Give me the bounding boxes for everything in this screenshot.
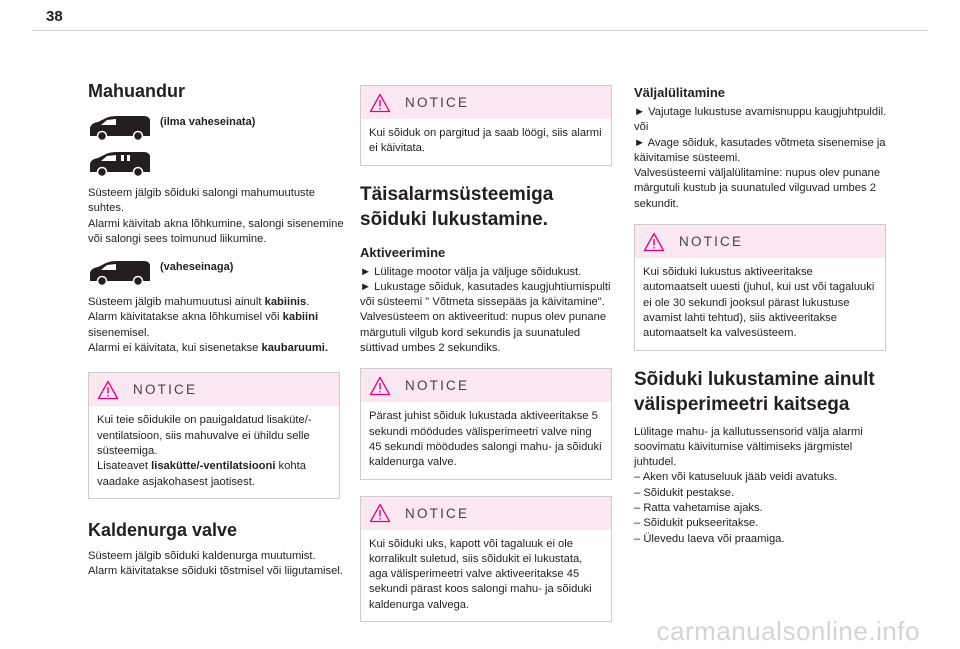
paragraph-perimeter-only: Lülitage mahu- ja kallutussensorid välja alarmi soovimatu käivitumise vältimiseks järgmistel juhtudel. – Aken või katuseluuk jääb veidi avatuks. – Sõidukit pestakse. – Ratta vahetamise ajaks. – Sõidukit pukseeritakse. – Ülevedu laeva või praamiga.	[634, 425, 863, 545]
bold-term-cargo: kaubaruumi.	[261, 342, 329, 355]
bold-term-cabin-2: kabiini	[282, 311, 319, 324]
text-run: kohta vaadake asjakohasest jaotisest.	[97, 460, 306, 488]
van-interior-icon	[88, 150, 152, 178]
notice-text: Kui sõiduki uks, kapott või tagaluuk ei ole korralikult suletud, siis sõidukit ei lukustata, aga välisperimeetri valve aktiveeritakse 45 sekundi pärast koos salongi mahu- ja sõiduki kaldenurga valvega.	[369, 537, 592, 611]
notice-text: Kui sõiduki lukustus aktiveeritakse automaatselt uuesti (juhul, kui ust või tagaluuki ei ole 30 sekundi jooksul pärast lukustuse avamist lahti tehtud), siis aktiveeritakse automaatselt ka valvesüsteem.	[643, 266, 875, 340]
section-title-tilt: Kaldenurga valve	[88, 519, 238, 540]
paragraph-cabin-monitoring	[88, 295, 344, 356]
text-run: Kui teie sõidukile on pauigaldatud lisaküte/-ventilatsioon, siis mahuvalve ei ühildu selle süsteemiga. Lisateavet	[97, 414, 312, 473]
notice-title: NOTICE	[405, 378, 470, 394]
text-run: sisenemisel. Alarmi ei käivitata, kui sisenetakse	[88, 326, 259, 355]
notice-box-door-open	[360, 496, 612, 622]
column-3	[634, 84, 890, 547]
van-row-with-partition	[88, 259, 344, 287]
van-row-no-partition	[88, 114, 344, 142]
van-partition-icon	[88, 259, 152, 287]
warning-triangle-icon	[97, 380, 119, 400]
paragraph-tilt: Süsteem jälgib sõiduki kaldenurga muutumist. Alarm käivitatakse sõiduki tõstmisel või liigutamisel.	[88, 549, 343, 578]
text-run: Süsteem jälgib mahumuutusi ainult	[88, 296, 265, 309]
notice-body	[361, 119, 611, 165]
notice-box-delay	[360, 368, 612, 479]
section-title-volume-sensor: Mahuandur	[88, 81, 185, 101]
notice-text	[97, 413, 331, 489]
warning-triangle-icon	[643, 232, 665, 252]
notice-title: NOTICE	[405, 95, 470, 110]
notice-title: NOTICE	[405, 505, 470, 521]
notice-header	[361, 86, 611, 119]
notice-text: Pärast juhist sõiduk lukustada aktiveeritakse 5 sekundi möödudes välisperimeetri valve ning 45 sekundi möödudes salongi mahu- ja sõiduki kaldenurga valve.	[369, 410, 602, 469]
paragraph-deactivation: ► Vajutage lukustuse avamisnuppu kaugjuhtpuldil. või ► Avage sõiduk, kasutades võtmeta sisenemise ja käivitamise süsteemi. Valvesüsteemi väljalülitamine: nupus olev punane märgutuli kustub ja suunatuled vilguvad umbes 2 sekundit.	[634, 106, 887, 210]
section-title-perimeter-only: Sõiduki lukustamine ainult välisperimeetri kaitsega	[634, 368, 875, 415]
subtitle-activation: Aktiveerimine	[360, 244, 446, 260]
notice-body	[361, 402, 611, 478]
notice-box-impact	[360, 85, 612, 166]
text-run: . Alarm käivitatakse akna lõhkumisel või	[88, 296, 310, 324]
warning-triangle-icon	[369, 376, 391, 396]
warning-triangle-icon	[369, 93, 391, 113]
notice-title: NOTICE	[133, 382, 198, 398]
column-1	[88, 80, 344, 579]
van-row-interior	[88, 150, 344, 178]
notice-header	[361, 369, 611, 402]
notice-header	[361, 497, 611, 530]
notice-title: NOTICE	[679, 234, 744, 250]
column-2	[360, 85, 616, 622]
bold-term-heater: lisakütte/-ventilatsiooni	[151, 460, 276, 473]
bold-term-cabin: kabiinis	[264, 296, 307, 309]
notice-header	[635, 225, 885, 258]
notice-body	[361, 530, 611, 621]
notice-box-heater	[88, 372, 340, 498]
subtitle-deactivation: Väljalülitamine	[634, 85, 726, 100]
notice-body	[89, 406, 339, 497]
notice-box-relock	[634, 224, 886, 350]
paragraph-activation: ► Lülitage mootor välja ja väljuge sõidukust. ► Lukustage sõiduk, kasutades kaugjuhtiumispulti või süsteemi " Võtmeta sissepääs ja käivitamine". Valvesüsteem on aktiveeritud: nupus olev punane märgutuli vilgub kord sekundis ja suunatuled süttivad umbes 2 sekundiks.	[360, 265, 611, 355]
notice-header	[89, 373, 339, 406]
paragraph-volume-description: Süsteem jälgib sõiduki salongi mahumuutuste suhtes. Alarmi käivitab akna lõhkumine, salongi sisenemine või salongi sees toimunud liikumine.	[88, 187, 344, 245]
header-divider	[32, 30, 928, 31]
van-label-no-partition: (ilma vaheseinata)	[160, 116, 256, 128]
section-title-full-alarm-locking: Täisalarmsüsteemiga sõiduki lukustamine.	[360, 183, 554, 230]
notice-text: Kui sõiduk on pargitud ja saab löögi, siis alarmi ei käivitata.	[369, 127, 602, 155]
footer-watermark: carmanualsonline.info	[656, 616, 920, 646]
van-icon	[88, 114, 152, 142]
notice-body	[635, 258, 885, 349]
van-label-with-partition: (vaheseinaga)	[160, 261, 234, 274]
page-number: 38	[46, 8, 63, 25]
warning-triangle-icon	[369, 503, 391, 523]
